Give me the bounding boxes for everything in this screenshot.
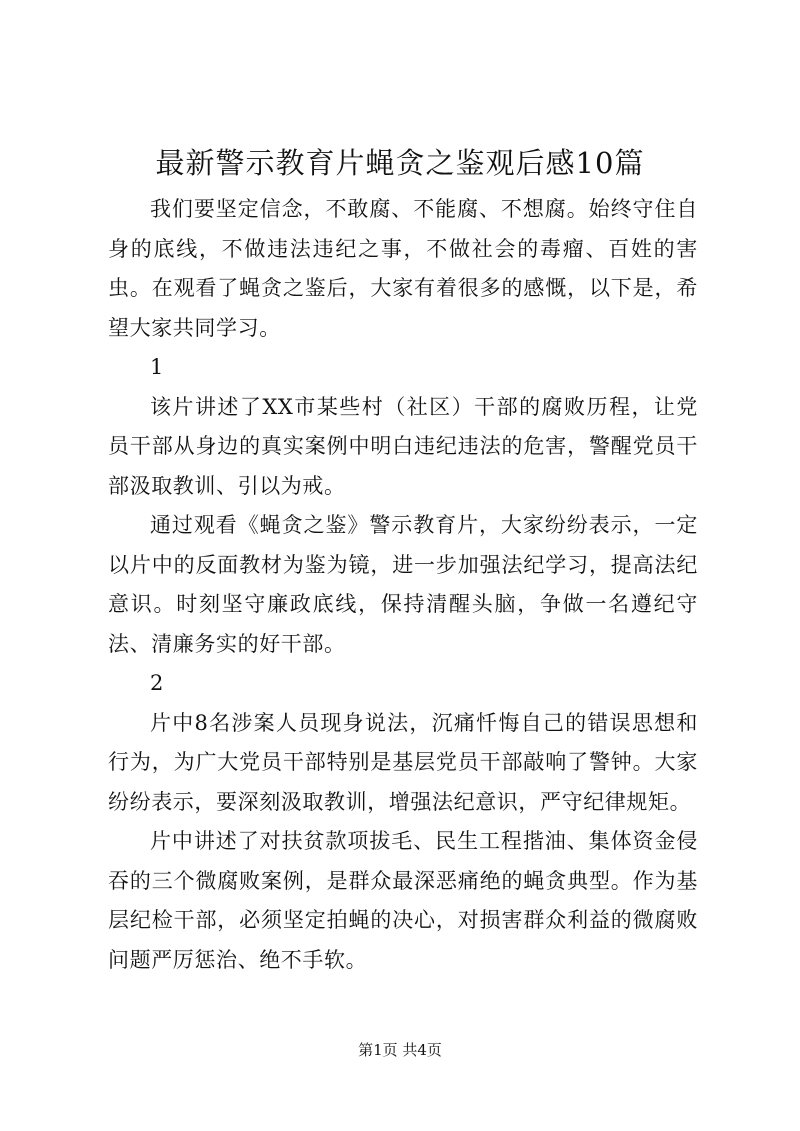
section-paragraph: 片中8名涉案人员现身说法，沉痛忏悔自己的错误思想和行为，为广大党员干部特别是基层党员干部敲响了警钟。大家纷纷表示，要深刻汲取教训，增强法纪意识，严守纪律规矩。 [108,710,698,814]
document-body [108,190,698,980]
section-paragraph: 该片讲述了XX市某些村（社区）干部的腐败历程，让党员干部从身边的真实案例中明白违纪违法的危害，警醒党员干部汲取教训、引以为戒。 [108,394,698,498]
document-title: 最新警示教育片蝇贪之鉴观后感10篇 [155,146,645,180]
section-paragraph: 片中讲述了对扶贫款项拔毛、民生工程揩油、集体资金侵吞的三个微腐败案例，是群众最深恶痛绝的蝇贪典型。作为基层纪检干部，必须坚定拍蝇的决心，对损害群众利益的微腐败问题严厉惩治、绝不手软。 [108,829,698,972]
intro-paragraph: 我们要坚定信念，不敢腐、不能腐、不想腐。始终守住自身的底线，不做违法违纪之事，不做社会的毒瘤、百姓的害虫。在观看了蝇贪之鉴后，大家有着很多的感慨，以下是，希望大家共同学习。 [108,197,698,340]
section-number: 2 [150,671,164,695]
section-paragraph: 通过观看《蝇贪之鉴》警示教育片，大家纷纷表示，一定以片中的反面教材为鉴为镜，进一步加强法纪学习，提高法纪意识。时刻坚守廉政底线，保持清醒头脑，争做一名遵纪守法、清廉务实的好干部。 [108,513,698,656]
page-footer: 第1页 共4页 [358,1041,442,1059]
section-number: 1 [150,355,164,379]
